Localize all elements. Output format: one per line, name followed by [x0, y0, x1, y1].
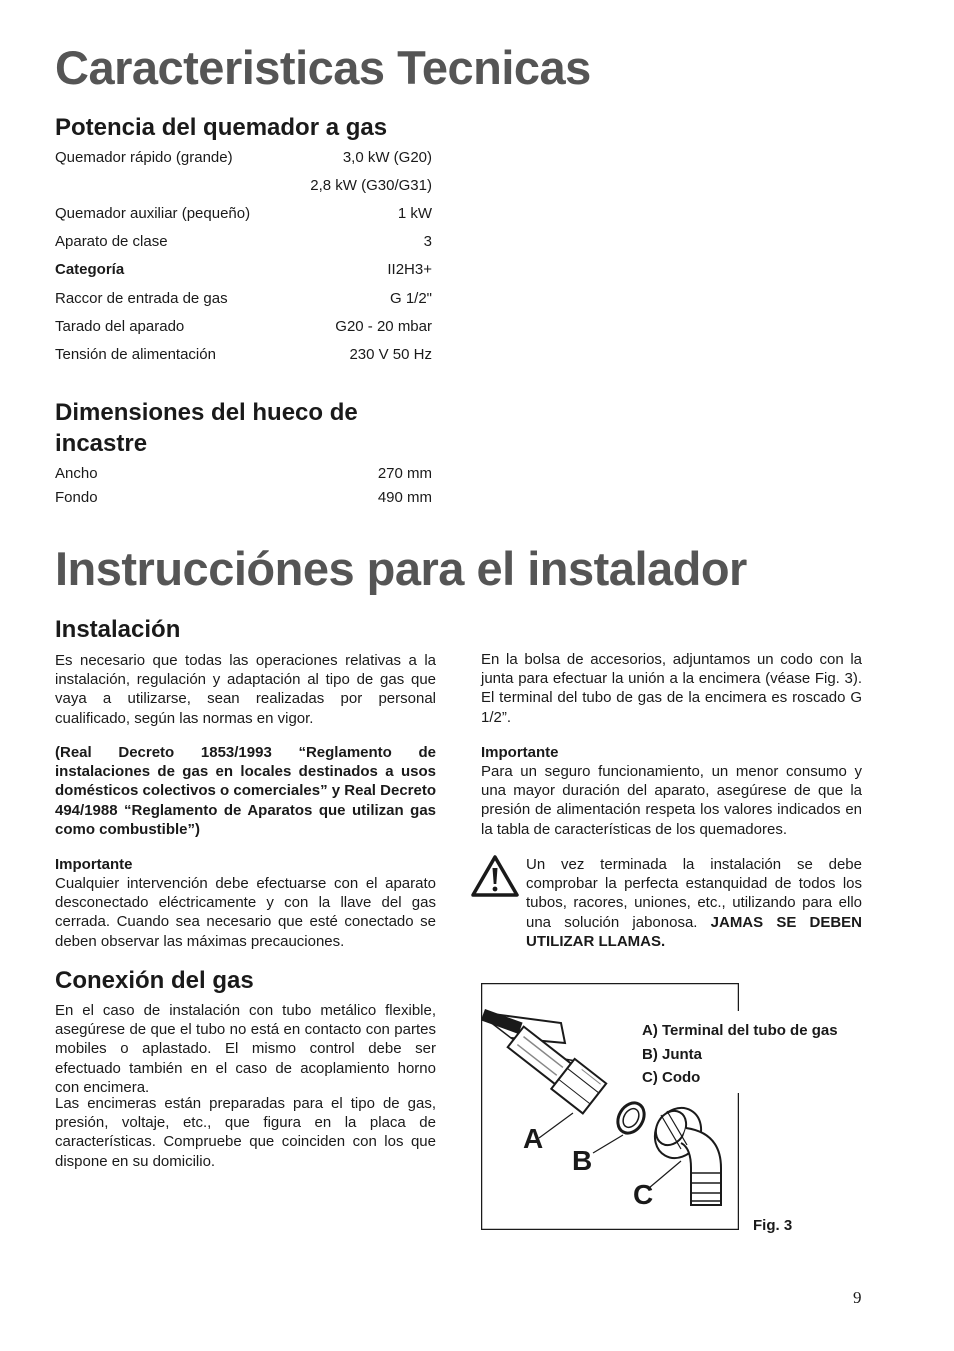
section-title-dimensions	[55, 397, 358, 459]
spec-value: G20 - 20 mbar	[335, 318, 432, 335]
spec-value: 3,0 kW (G20)	[342, 149, 432, 166]
gas-connection-paragraph: En el caso de instalación con tubo metálico flexible, asegúrese de que el tubo no está en contacto con partes mobiles o aplastado. El mismo control debe ser efectuado también en el caso de acoplamiento horno con encimera.	[55, 1002, 436, 1096]
section-title-line: incastre	[55, 430, 148, 457]
spec-label: Tensión de alimentación	[55, 346, 216, 363]
legal-reference-paragraph: (Real Decreto 1853/1993 “Reglamento de instalaciones de gas en locales destinados a usos domésticos colectivos o comerciales” y Real Decreto 494/1988 “Reglamento de Aparatos que utilizan gas como combustible”)	[55, 744, 436, 838]
accessories-paragraph: En la bolsa de accesorios, adjuntamos un codo con la junta para efectuar la unión a la encimera (véase Fig. 3). El terminal del tubo de gas de la encimera es roscado G 1/2”.	[481, 651, 862, 726]
spec-value: 230 V 50 Hz	[349, 346, 432, 363]
legend-item-b: B) Junta	[642, 1045, 702, 1063]
warning-bold-text: JAMAS SE DEBEN UTILIZAR LLAMAS.	[526, 913, 863, 950]
spec-label: Categoría	[55, 261, 125, 278]
fig-label-c: C	[633, 1179, 654, 1210]
installation-paragraph: Es necesario que todas las operaciones relativas a la instalación, regulación y adaptación al tipo de gas que vaya a utilizarse, sean realizadas por personal cualificado, según las normas en vigor.	[55, 652, 436, 727]
legend-item-c: C) Codo	[642, 1069, 701, 1086]
spec-value: 270 mm	[377, 465, 432, 482]
spec-label: Raccor de entrada de gas	[55, 290, 228, 307]
warning-paragraph	[526, 855, 862, 951]
figure-caption: Fig. 3	[753, 1217, 793, 1234]
figure-legend	[642, 1019, 842, 1090]
fig-label-a: A	[523, 1123, 544, 1154]
warning-text: Un vez terminada la instalación se debe comprobar la perfecta estanquidad de todos los tubos, racores, uniones, etc., utilizando para ello una solución jabonosa.	[526, 856, 862, 931]
section-title-line: Dimensiones del hueco de	[55, 399, 358, 426]
spec-value: 2,8 kW (G30/G31)	[310, 177, 432, 194]
spec-label: Quemador rápido (grande)	[55, 149, 233, 166]
page-number: 9	[853, 1288, 862, 1307]
spec-value: 1 kW	[397, 205, 432, 222]
important-label: Importante	[55, 856, 133, 873]
spec-label: Aparato de clase	[55, 233, 168, 250]
spec-label: Tarado del aparado	[55, 318, 185, 335]
important-label: Importante	[481, 744, 559, 761]
section-title-power: Potencia del quemador a gas	[55, 114, 388, 141]
spec-label: Quemador auxiliar (pequeño)	[55, 205, 251, 222]
fig-label-b: B	[572, 1145, 593, 1176]
gas-type-paragraph: Las encimeras están preparadas para el tipo de gas, presión, voltaje, etc., que figura en la placa de características. Compruebe que coinciden con los que dispone en su domicilio.	[55, 1095, 436, 1170]
pressure-paragraph: Para un seguro funcionamiento, un menor consumo y una mayor duración del aparato, asegúrese de que la presión de alimentación respeta los valores indicados en la tabla de características de los quemadores.	[481, 763, 862, 838]
warning-icon	[470, 854, 520, 898]
spec-label: Fondo	[55, 489, 98, 506]
section-title-gas-connection: Conexión del gas	[55, 967, 254, 994]
spec-value: II2H3+	[387, 261, 432, 278]
section-title-installation: Instalación	[55, 616, 181, 643]
installer-heading: Instrucciónes para el instalador	[55, 542, 747, 595]
page-title: Caracteristicas Tecnicas	[55, 41, 591, 94]
spec-value: G 1/2"	[389, 290, 432, 307]
legend-item-a: A) Terminal del tubo de gas	[642, 1022, 838, 1039]
spec-value: 490 mm	[377, 489, 432, 506]
important-paragraph: Cualquier intervención debe efectuarse con el aparato desconectado eléctricamente y con la llave del gas cerrada. Cuando sea necesario que esté conectado se deben observar las máximas precauciones.	[55, 875, 436, 950]
spec-value: 3	[423, 233, 432, 250]
spec-label: Ancho	[55, 465, 98, 482]
